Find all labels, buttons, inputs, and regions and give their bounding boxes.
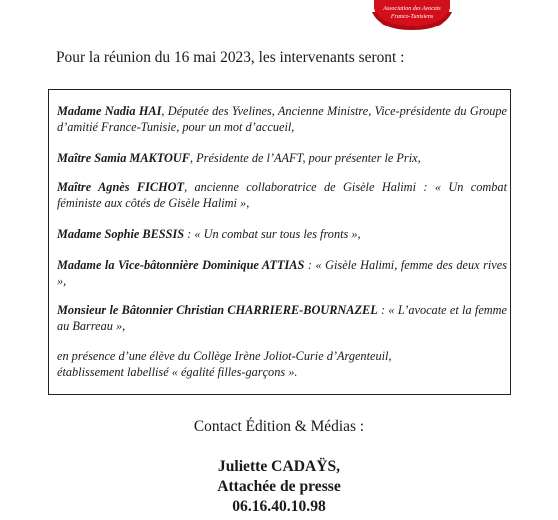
speaker-entry	[57, 303, 507, 334]
speaker-description: , Députée des Yvelines, Ancienne Ministre, Vice-présidente du Groupe d’amitié France-Tunisie, pour un mot d’accueil,	[57, 104, 507, 134]
speaker-name: Maître Agnès FICHOT	[57, 180, 185, 194]
speaker-name: Maître Samia MAKTOUF	[57, 151, 191, 165]
speaker-entry	[57, 104, 507, 135]
speaker-description: : « L’avocate et la femme au Barreau »,	[57, 303, 508, 333]
speaker-name: Madame Nadia HAI	[57, 104, 162, 118]
intro-sentence: Pour la réunion du 16 mai 2023, les intervenants seront :	[56, 49, 405, 66]
logo-text-line2: Franco-Tunisiens	[390, 14, 434, 20]
speaker-entry	[57, 227, 507, 243]
speaker-description: , Présidente de l’AAFT, pour présenter le Prix,	[190, 151, 421, 165]
contact-heading: Contact Édition & Médias :	[193, 418, 365, 435]
speaker-name: Monsieur le Bâtonnier Christian CHARRIERE-BOURNAZEL	[57, 303, 378, 317]
contact-role: Attachée de presse	[217, 478, 341, 495]
closing-line1: en présence d’une élève du Collège Irène Joliot-Curie d’Argenteuil,	[57, 349, 392, 363]
closing-note	[57, 349, 507, 380]
logo-text-line1: Association des Avocats	[383, 6, 441, 12]
association-logo	[372, 0, 452, 30]
contact-name: Juliette CADAŸS,	[217, 458, 341, 475]
speaker-name: Madame Sophie BESSIS	[57, 227, 185, 241]
speaker-entry	[57, 258, 507, 289]
closing-line2: établissement labellisé « égalité filles-garçons ».	[57, 364, 298, 379]
speaker-entry	[57, 151, 507, 167]
speaker-description: : « Gisèle Halimi, femme des deux rives »,	[57, 258, 508, 288]
speaker-description: : « Un combat sur tous les fronts »,	[184, 227, 361, 241]
speaker-description: , ancienne collaboratrice de Gisèle Halimi : « Un combat féministe aux côtés de Gisèle Halimi »,	[57, 180, 507, 210]
speaker-entry	[57, 180, 507, 211]
contact-phone: 06.16.40.10.98	[232, 498, 326, 515]
speaker-name: Madame la Vice-bâtonnière Dominique ATTIAS	[57, 258, 305, 272]
